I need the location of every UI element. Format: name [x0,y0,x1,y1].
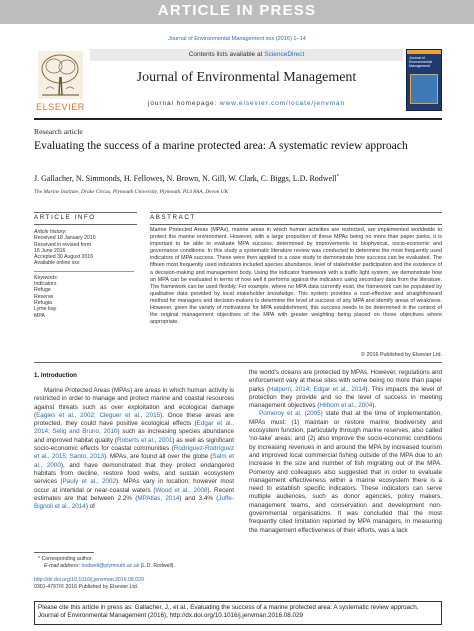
citation-link[interactable]: Pauly et al., 2002 [62,478,117,486]
cover-strip [407,50,441,54]
info-rule-top [34,212,137,213]
issn-line: 0301-4797/© 2016 Published by Elsevier Ltd. [34,584,139,590]
body-text: ). Recent estimates are that between 2.2% ( [34,486,234,502]
article-type: Research article [34,127,83,136]
email-link[interactable]: lrodwell@plymouth.ac.uk [81,563,140,569]
journal-homepage [90,100,403,107]
contents-lists-bar [90,49,403,61]
corresponding-author-note: * Corresponding author. [38,556,93,562]
history-line: Available online xxx [34,260,80,267]
corresponding-author-mark[interactable]: * [336,174,340,180]
abstract-end-rule [34,362,442,363]
abstract-rule-bottom [150,224,442,225]
article-in-press-label: ARTICLE IN PRESS [157,2,317,19]
journal-masthead [34,49,442,115]
homepage-link[interactable]: www.elsevier.com/locate/jenvman [219,100,345,107]
body-text: ) and 3.4% ( [179,494,219,502]
email-owner: (L.D. Rodwell). [139,563,175,569]
citation-link[interactable]: Rodríguez-Rodríguez et al., 2015; Santo, 2013 [34,445,234,461]
keyword-item: MPA [34,312,45,319]
cover-image [410,74,438,104]
citation-box [34,601,442,625]
body-text: Marine Protected Areas (MPAs) are areas in which human activity is restricted in order to manage and protect marine and coastal resources against threats such as over exploitation and ecological damage ( [34,387,234,419]
article-info-panel [34,229,134,319]
history-line: Received 18 January 2016 [34,235,96,242]
email-label: E-mail address: [44,563,82,569]
journal-cover-thumbnail [406,49,442,111]
body-text: ) such as increasing species abundance and improved habitat quality ( [34,428,234,444]
elsevier-tree-icon [38,51,83,99]
citation-link[interactable]: Pomeroy et al. (2005) [259,410,323,418]
keywords-label: Keywords: [34,271,134,281]
author-list [34,174,442,183]
citation-link[interactable]: Edgar et al., 2014; Selig and Bruno, 2010 [34,420,234,436]
citation-link[interactable]: Halpern, 2014; Edgar et al., 2014 [268,385,366,393]
masthead-divider [34,118,442,120]
intro-left-column [34,387,234,511]
footnote [34,556,234,591]
citation-link[interactable]: Juffe-Bignoli et al., 2014 [34,494,234,511]
authors-text: J. Gallacher, N. Simmonds, H. Fellowes, N. Brown, N. Gill, W. Clark, C. Biggs, L.D. Rodwell [34,174,337,183]
abstract-rule-top [150,212,442,213]
abstract-heading: ABSTRACT [150,214,196,221]
body-text: ), and have demonstrated that they protect endangered habitats from decline, restore food webs, and sustain ecosystem services ( [34,461,234,486]
journal-name: Journal of Environmental Management [136,70,357,85]
body-text: ). [372,402,377,410]
history-label: Article history: [34,229,67,235]
citation-link[interactable]: Hilborn et al., 2004 [319,402,373,410]
intro-paragraph [249,410,442,534]
sciencedirect-link[interactable]: ScienceDirect [264,51,305,58]
abstract-copyright: © 2016 Published by Elsevier Ltd. [361,352,442,358]
keyword-item: Refugia [34,299,52,306]
intro-paragraph [34,387,234,511]
body-text: the world's oceans are protected by MPAs. However, regulations and enforcement vary at these sites with some being no more than paper parks ( [249,369,442,393]
cover-title: Journal of Environmental Management [409,56,432,68]
contents-prefix: Contents lists available at [188,51,265,58]
elsevier-logo [34,49,87,115]
citation-link[interactable]: Eagles et al., 2002; Cleguer et al., 2015 [36,411,161,419]
keyword-item: Lyme bay [34,306,57,313]
history-line: Received in revised form [34,241,92,248]
journal-title-band [90,49,403,115]
abstract-text: Marine Protected Areas (MPAs), marine areas in which human activities are restricted, are implemented worldwide to protect the marine environment. However, with a large proportion of these MPAs being no more than paper parks, it is important to be able to evaluate MPA success, determined by improvements to biophysical, socio-economic and governance conditions. In this study a systematic literature review was conducted to determine the most frequently used indicators of MPA success. These were then applied to a case study to demonstrate how success can be evaluated. The fifteen most frequently used indicators included species abundance, level of stakeholder participation and the existence of a decision-making and management body. Using the indicator framework with a traffic light system, we demonstrate how an MPA can be evaluated in terms of how well it performs against the indicators using secondary data from the literature. The framework can be used flexibly. For example, where no MPA data currently exist, the framework can be populated by qualitative data provided by local stakeholder knowledge. This system provides a cost-effective and straightforward method for managers and decision-makers to determine the level of success of any MPA and identify areas of weakness. However, given the variety of motivations for MPA establishment, this success needs to be determined in the context of the original management objectives of the MPA with greater weighting being placed on those objectives where appropriate. [150,227,442,326]
intro-paragraph [249,369,442,410]
history-line: Accepted 30 August 2016 [34,254,94,261]
info-rule-bottom [34,224,137,225]
keyword-item: Refuge [34,287,51,294]
intro-right-column [249,369,442,535]
article-in-press-banner [0,0,474,24]
body-text: state that at the time of implementation, MPAs must: (1) maintain or restore marine biodiversity and ecosystem function, particularly through marine reserves, also called 'no-take' areas; and (2) also improve the socio-economic conditions by increasing revenues in and around the MPA by increased tourism and improved local commercial fishing outside of the MPA due to an increase in the size and number of fish migrating out of the MPA. Pomeroy and colleagues also suggested that in order to evaluate management effectiveness within a marine ecosystem there is a need to establish specific indicators. These indicators can serve multiple audiences, such as donor agencies, policy makers, management teams, and conservation and development non-governmental organisations. It was concluded that the most frequently cited limitation reported by MPA managers, in measuring the management effectiveness of their efforts, was a lack [249,410,442,534]
body-text: ). MPAs vary in location; however most occur at intertidal or near-coastal waters ( [34,478,234,494]
keyword-item: Indicators [34,281,57,288]
citation-link[interactable]: Wood et al., 2008 [155,486,208,494]
homepage-prefix: journal homepage: [148,100,220,107]
body-text: ). Once these areas are protected, they could have positive ecological effects ( [34,411,234,428]
elsevier-wordmark: ELSEVIER [36,102,85,112]
citation-link[interactable]: MPAtlas, 2014 [137,494,180,502]
body-text: ). MPAs, are found all over the globe ( [103,453,213,461]
email-line [34,563,234,570]
affiliation: The Marine Institute, Drake Circus, Plymouth University, Plymouth, PL4 8AA, Devon UK [34,189,229,195]
article-info-heading: ARTICLE INFO [34,214,96,221]
citation-text[interactable]: Please cite this article in press as: Gallacher, J., et al., Evaluating the success of a marine protected area: A systematic review approach, Journal of Environmental Management (2016), http://dx.doi.org/10.1016/j.jenvman.2016.08.029 [38,604,419,620]
journal-reference-link[interactable]: Journal of Environmental Management xxx (2016) 1–14 [168,36,306,42]
body-text: ) of [85,503,95,511]
citation-link[interactable]: Roberts et al., 2001 [117,436,173,444]
article-title: Evaluating the success of a marine protected area: A systematic review approach [34,139,408,152]
history-line: 16 June 2016 [34,247,66,254]
doi-link[interactable]: http://dx.doi.org/10.1016/j.jenvman.2016.08.029 [34,577,144,583]
citation-link[interactable]: Salm et al., 2000 [34,453,234,469]
introduction-heading: 1. Introduction [34,372,77,379]
footnote-rule [34,552,94,553]
keyword-item: Reserve [34,293,54,300]
body-text: ) as well as significant socio-economic effects for coastal communities ( [34,436,234,453]
body-text: ). This impacts the level of protection they provide and so the level of success in meeting management objectives ( [249,385,442,410]
